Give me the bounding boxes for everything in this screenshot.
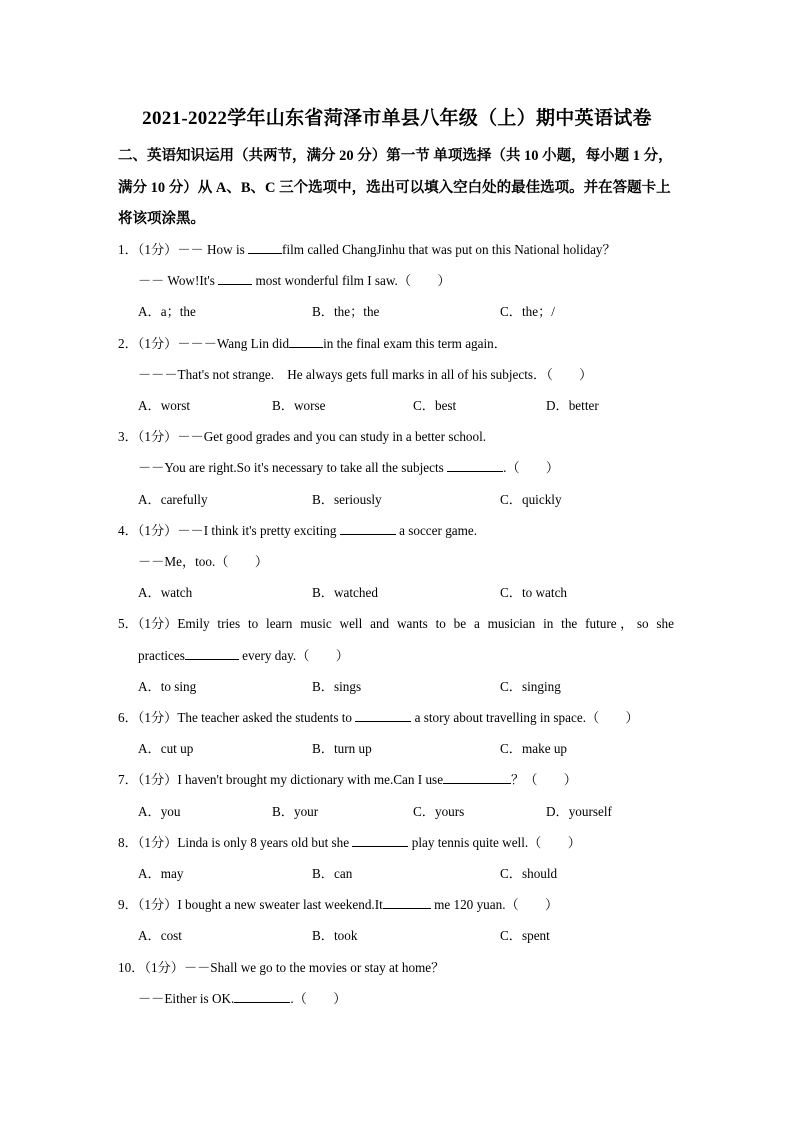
question-4-line-1 (118, 520, 477, 539)
question-9-text-a: I bought a new sweater last weekend.It (177, 897, 383, 912)
question-10-text-c: －－Either is OK. (138, 991, 235, 1006)
question-5-text-a: Emily tries to learn music well and wants to be a musician in the future，so she (177, 616, 674, 631)
question-3-text-d: .（ ） (503, 460, 560, 475)
question-3-text-c: －－You are right.So it's necessary to take all the subjects (138, 460, 448, 475)
option-c[interactable]: C．to watch (500, 585, 568, 600)
question-2-number: 2．（1分） (118, 336, 178, 351)
question-1-text-b: film called ChangJinhu that was put on this National holiday？ (282, 242, 616, 257)
question-10-text-a: －－Shall we go to the movies or stay at home？ (183, 960, 445, 975)
question-6-text-b: a story about travelling in space.（ ） (411, 710, 639, 725)
question-2-line-2: －－－That's not strange. He always gets full marks in all of his subjects．（ ） (138, 367, 593, 382)
option-b[interactable]: B．can (312, 866, 353, 881)
question-4-line-2: －－Me，too.（ ） (138, 554, 269, 569)
question-1-text-c: －－ Wow!It's (138, 273, 219, 288)
page-title: 2021-2022学年山东省菏泽市单县八年级（上）期中英语试卷 (142, 108, 652, 129)
question-9-text-b: me 120 yuan.（ ） (430, 897, 559, 912)
option-a[interactable]: A．you (138, 804, 181, 819)
question-1-text-a: －－ How is (177, 242, 249, 257)
option-b[interactable]: B．the；the (312, 304, 380, 319)
answer-blank (185, 648, 239, 660)
question-7-text-b: ？（ ） (511, 772, 577, 787)
question-3-line-1 (118, 426, 486, 445)
question-6-number: 6．（1分） (118, 710, 178, 725)
question-3-number: 3．（1分） (118, 429, 178, 444)
answer-blank (234, 991, 290, 1003)
question-8-line-1 (118, 832, 581, 851)
section-instructions-line-1: 二、英语知识运用（共两节，满分 20 分）第一节 单项选择（共 10 小题，每小题 1 分， (118, 148, 673, 164)
question-4-text-a: －－I think it's pretty exciting (177, 523, 340, 538)
option-c[interactable]: C．singing (500, 679, 561, 694)
question-7-text-a: I haven't brought my dictionary with me.Can I use (177, 772, 444, 787)
question-9-line-1 (118, 894, 558, 913)
question-2-line-1 (118, 333, 507, 352)
option-c[interactable]: C．best (413, 398, 457, 413)
question-8-number: 8．（1分） (118, 835, 178, 850)
question-3-text-a: －－Get good grades and you can study in a better school. (177, 429, 487, 444)
option-b[interactable]: B．worse (272, 398, 326, 413)
answer-blank (289, 336, 323, 348)
option-a[interactable]: A．a；the (138, 304, 196, 319)
question-9-number: 9．（1分） (118, 897, 178, 912)
option-a[interactable]: A．worst (138, 398, 191, 413)
answer-blank (248, 242, 282, 254)
question-4-text-b: a soccer game. (395, 523, 478, 538)
option-c[interactable]: C．should (500, 866, 558, 881)
option-b[interactable]: B．watched (312, 585, 378, 600)
answer-blank (355, 710, 411, 722)
answer-blank (352, 835, 408, 847)
option-a[interactable]: A．carefully (138, 492, 208, 507)
option-b[interactable]: B．turn up (312, 741, 372, 756)
answer-blank (218, 273, 252, 285)
question-8-text-b: play tennis quite well.（ ） (408, 835, 581, 850)
question-1-line-2 (138, 270, 451, 289)
question-2-text-a: －－－Wang Lin did (177, 336, 290, 351)
question-10-line-2 (138, 988, 346, 1007)
answer-blank (340, 523, 396, 535)
option-d[interactable]: D．yourself (546, 804, 612, 819)
option-d[interactable]: D．better (546, 398, 599, 413)
question-4-number: 4．（1分） (118, 523, 178, 538)
question-5-line-2 (138, 645, 349, 664)
answer-blank (383, 897, 431, 909)
option-c[interactable]: C．yours (413, 804, 465, 819)
question-8-text-a: Linda is only 8 years old but she (177, 835, 353, 850)
question-5-number: 5．（1分） (118, 616, 178, 631)
option-b[interactable]: B．seriously (312, 492, 382, 507)
question-5-text-c: practices (138, 648, 185, 663)
answer-blank (447, 460, 503, 472)
question-7-number: 7．（1分） (118, 772, 178, 787)
option-a[interactable]: A．watch (138, 585, 193, 600)
question-6-text-a: The teacher asked the students to (177, 710, 356, 725)
option-c[interactable]: C．quickly (500, 492, 562, 507)
option-c[interactable]: C．the；/ (500, 304, 555, 319)
option-a[interactable]: A．cost (138, 928, 182, 943)
section-instructions-line-3: 将该项涂黑。 (118, 211, 205, 227)
section-instructions-line-2: 满分 10 分）从 A、B、C 三个选项中，选出可以填入空白处的最佳选项。并在答题卡上 (118, 180, 671, 196)
question-1-number: 1．（1分） (118, 242, 178, 257)
question-7-line-1 (118, 769, 577, 788)
question-10-text-d: .（ ） (290, 991, 347, 1006)
option-a[interactable]: A．may (138, 866, 184, 881)
option-b[interactable]: B．took (312, 928, 358, 943)
option-a[interactable]: A．cut up (138, 741, 194, 756)
question-2-text-b: in the final exam this term again． (323, 336, 507, 351)
question-10-number: 10．（1分） (118, 960, 184, 975)
question-5-text-d: every day.（ ） (238, 648, 349, 663)
option-a[interactable]: A．to sing (138, 679, 197, 694)
option-b[interactable]: B．your (272, 804, 319, 819)
option-b[interactable]: B．sings (312, 679, 362, 694)
question-5-line-1 (118, 613, 674, 632)
option-c[interactable]: C．make up (500, 741, 568, 756)
option-c[interactable]: C．spent (500, 928, 550, 943)
question-1-line-1 (118, 239, 616, 258)
question-1-text-d: most wonderful film I saw.（ ） (252, 273, 451, 288)
question-3-line-2 (138, 457, 559, 476)
question-10-line-1 (118, 957, 444, 976)
question-6-line-1 (118, 707, 639, 726)
answer-blank (443, 772, 511, 784)
